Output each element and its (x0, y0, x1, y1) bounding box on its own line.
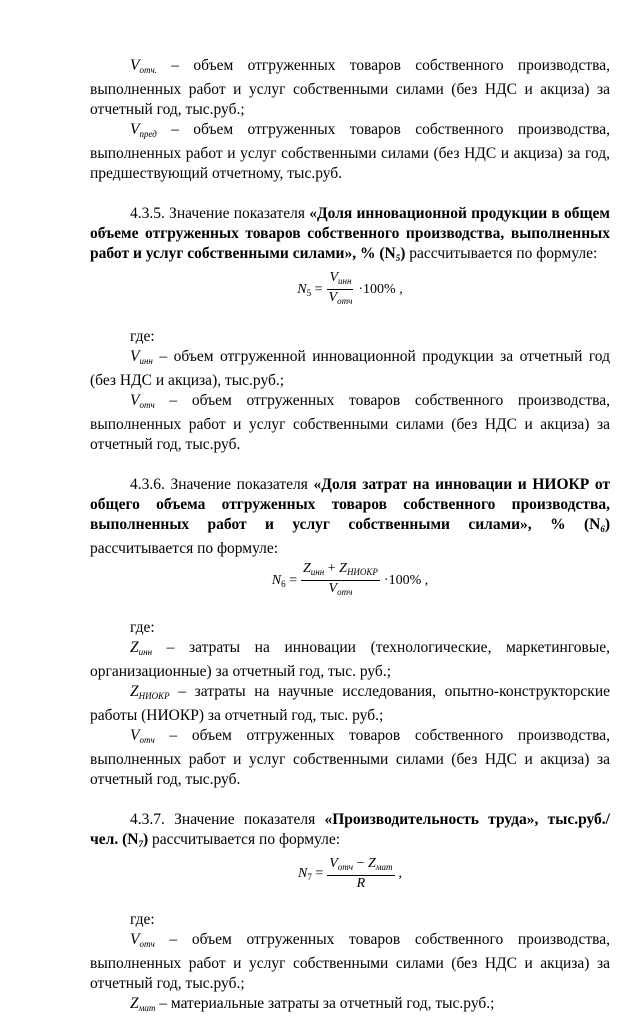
definition-text: – объем отгруженных товаров собственного производства, выполненных работ и услуг собственными силами (без НДС и акциза) за отчетный год, тыс.руб. (90, 392, 610, 453)
formula-num-a: V (329, 856, 338, 871)
formula-den-sub: отч (337, 296, 353, 306)
where-label: где: (130, 911, 155, 928)
definition-vinn (90, 347, 610, 391)
where-label: где: (130, 328, 155, 345)
symbol: Z (130, 683, 139, 700)
formula-minus: − (353, 856, 368, 871)
definition-text: – объем отгруженной инновационной продукции за отчетный год (без НДС и акциза), тыс.руб.; (90, 348, 610, 389)
section-tail: рассчитывается по формуле: (405, 245, 598, 262)
formula-num-a-sub: отч (337, 862, 354, 872)
symbol-sub: инн (139, 356, 153, 366)
formula-fraction (327, 856, 394, 892)
definition-text: – объем отгруженных товаров собственного производства, выполненных работ и услуг собственными силами (без НДС и акциза) за отчетный год, тыс.руб.; (90, 931, 610, 992)
symbol-sub: мат (138, 1003, 156, 1013)
indicator-end: ) (142, 831, 149, 848)
definition-text: – затраты на инновации (технологические, маркетинговые, организационные) за отчетный год, тыс. руб.; (90, 639, 610, 680)
definition-text: – материальные затраты за отчетный год, тыс.руб.; (155, 995, 495, 1012)
formula-lhs-sub: 7 (307, 872, 312, 882)
formula-lhs: N (297, 281, 307, 297)
symbol-sub: пред (139, 129, 157, 139)
definition-votch-4 (90, 930, 610, 994)
definition-votch (90, 56, 610, 120)
formula-den: R (356, 876, 366, 891)
symbol: V (130, 348, 140, 365)
definition-text: – объем отгруженных товаров собственного производства, выполненных работ и услуг собственными силами (без НДС и акциза) за отчетный год, тыс.руб. (90, 727, 610, 788)
symbol-sub: отч (139, 735, 155, 745)
definition-votch-3 (90, 726, 610, 790)
definition-votch-2 (90, 391, 610, 455)
formula-den: V (328, 290, 338, 305)
definition-text: – объем отгруженных товаров собственного производства, выполненных работ и услуг собственными силами (без НДС и акциза) за отчетный год, тыс.руб.; (90, 57, 610, 118)
definition-text: – объем отгруженных товаров собственного производства, выполненных работ и услуг собственными силами (без НДС и акциза) за год, предшествующий отчетному, тыс.руб. (90, 121, 610, 182)
indicator-sub: 7 (138, 839, 143, 849)
formula-mult: ·100% , (383, 572, 429, 588)
formula-plus: + (324, 561, 340, 576)
indicator-name: «Производительность труда», тыс.руб./чел. (N (90, 811, 610, 848)
symbol-sub: НИОКР (138, 691, 170, 701)
formula-num-b-sub: НИОКР (346, 567, 378, 577)
symbol: V (130, 57, 140, 74)
formula-lhs-sub: 5 (306, 287, 312, 298)
section-4-3-7-heading (90, 810, 610, 854)
formula-den-sub: отч (337, 587, 353, 597)
formula-n5: $N_5$ = $\frac{V_{инн}}{V_{отч}}$ ·100% , (90, 270, 610, 309)
formula-n7: $N_7$ = $\frac{V_{отч} - Z_{мат}}{R}$ , (297, 856, 403, 891)
formula-num-b: Z (339, 561, 347, 576)
definition-text: – затраты на научные исследования, опытно-конструкторские работы (НИОКР) за отчетный год, тыс. руб.; (90, 683, 610, 724)
definition-zniokr (90, 682, 610, 726)
formula-den: V (328, 581, 338, 596)
symbol: Z (130, 995, 139, 1012)
definition-zmat (90, 994, 610, 1018)
symbol: Z (130, 639, 139, 656)
symbol: V (130, 121, 140, 138)
formula-lhs-sub: 6 (281, 578, 286, 589)
definition-vpred (90, 120, 610, 184)
formula-num-a-sub: инн (310, 567, 325, 577)
formula-num-b-sub: мат (375, 862, 393, 872)
indicator-end: ) (604, 516, 610, 533)
section-tail: рассчитывается по формуле: (90, 540, 279, 557)
symbol-sub: отч (139, 939, 155, 949)
symbol: V (130, 931, 140, 948)
formula-num-a: Z (303, 561, 311, 576)
formula-lhs: N (297, 866, 308, 881)
formula-fraction (327, 270, 355, 309)
formula-mult: , (398, 866, 403, 881)
section-tail: рассчитывается по формуле: (148, 831, 341, 848)
where-label: где: (130, 619, 155, 636)
indicator-name: «Доля инновационной продукции в общем объеме отгруженных товаров собственного производства, выполненных работ и услуг собственными силами», % (N (90, 205, 610, 262)
section-4-3-6-heading (90, 475, 610, 559)
indicator-sub: 6 (600, 524, 605, 534)
formula-num-sub: инн (338, 276, 352, 286)
symbol: V (130, 727, 140, 744)
formula-lhs: N (271, 572, 282, 588)
formula-num-b: Z (367, 856, 376, 871)
indicator-sub: 5 (395, 253, 401, 263)
formula-num: V (329, 270, 339, 285)
symbol-sub: отч (139, 400, 155, 410)
formula-fraction (301, 561, 380, 600)
symbol-sub: инн (138, 647, 153, 657)
document-page (90, 56, 610, 1018)
indicator-name: «Доля затрат на инновации и НИОКР от общего объема отгруженных товаров собственного производства, выполненных работ и услуг собственными силами», % (N (90, 476, 610, 533)
symbol: V (130, 392, 140, 409)
section-4-3-5-heading (90, 204, 610, 268)
symbol-sub: отч. (139, 65, 158, 75)
formula-mult: ·100% , (358, 281, 403, 297)
indicator-end: ) (400, 245, 406, 262)
section-lead: 4.3.7. Значение показателя (130, 811, 325, 828)
definition-zinn (90, 638, 610, 682)
section-lead: 4.3.5. Значение показателя (130, 205, 310, 222)
section-lead: 4.3.6. Значение показателя (130, 476, 314, 493)
formula-n6: $N_6$ = $\frac{Z_{инн} + Z_{НИОКР}}{V_{отч}}$ ·100% , (90, 561, 610, 600)
